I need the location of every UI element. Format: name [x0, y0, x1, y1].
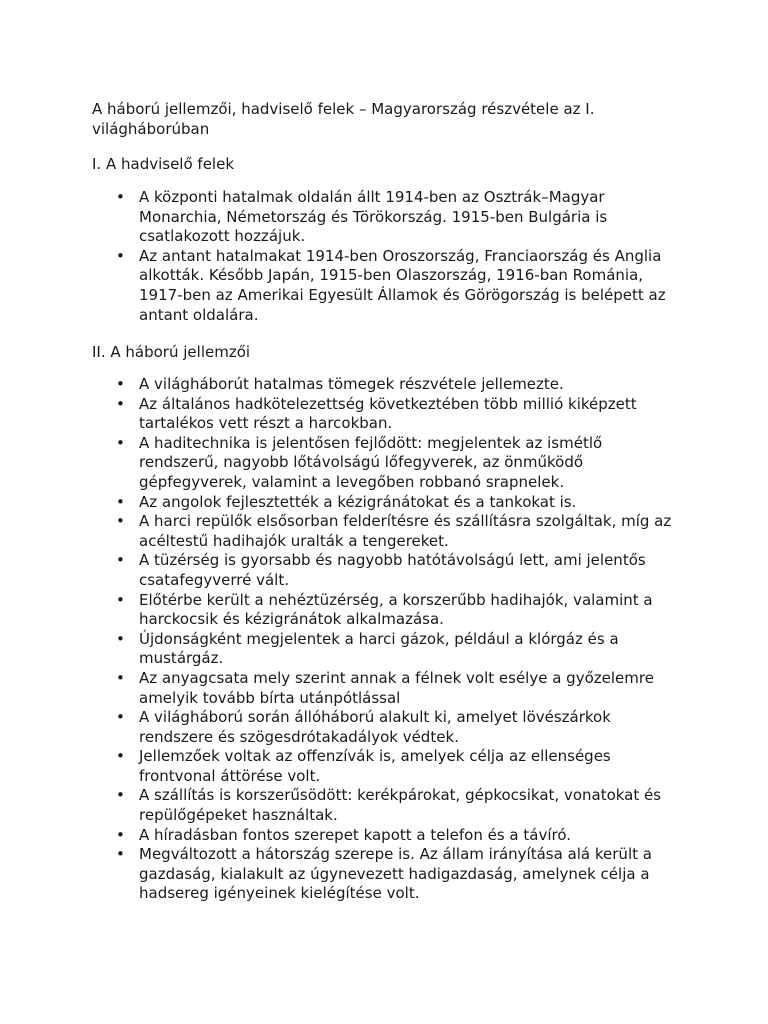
list-item: [0, 434, 679, 493]
bullet-icon: •: [116, 825, 125, 844]
list-item-text: Megváltozott a hátország szerepe is. Az állam irányítása alá került a gazdaság, kialakult az úgynevezett hadigazdaság, amelynek célja a hadsereg igényeinek kielégítése volt.: [139, 845, 652, 903]
list-item-text: A tüzérség is gyorsabb és nagyobb hatótávolságú lett, ami jelentős csatafegyverré vált.: [139, 551, 646, 589]
bullet-icon: •: [116, 375, 125, 393]
list-item-text: Előtérbe került a nehéztüzérség, a korszerűbb hadihajók, valamint a harckocsik és kézigránátok alkalmazása.: [139, 590, 653, 629]
bullet-icon: •: [116, 747, 125, 766]
list-item: [0, 630, 679, 669]
list-item-text: Újdonságként megjelentek a harci gázok, például a klórgáz és a mustárgáz.: [139, 629, 619, 668]
section-heading-characteristics: II. A háború jellemzői: [92, 343, 251, 361]
characteristics-list: [0, 375, 768, 904]
list-item-text: Az általános hadkötelezettség következtében több millió kiképzett tartalékos vett részt a harcokban.: [139, 394, 637, 433]
list-item-text: Az antant hatalmakat 1914-ben Oroszország, Franciaország és Anglia alkották. Később Japán, 1915-ben Olaszország, 1916-ban Románia, 1917-ben az Amerikai Egyesült Államok és Görögország is belépett az antant oldalára.: [139, 246, 666, 324]
list-item-text: A világháború során állóháború alakult ki, amelyet lövészárkok rendszere és szögesdrótakadályok védtek.: [139, 708, 611, 746]
bullet-icon: •: [116, 708, 125, 727]
list-item-text: Jellemzőek voltak az offenzívák is, amelyek célja az ellenséges frontvonal áttörése volt.: [139, 747, 611, 785]
bullet-icon: •: [116, 590, 125, 609]
list-item: [0, 845, 679, 904]
bullet-icon: •: [116, 629, 125, 648]
bullet-icon: •: [116, 433, 125, 452]
bullet-icon: •: [116, 512, 125, 531]
bullet-icon: •: [116, 492, 125, 511]
list-item: [0, 512, 679, 551]
list-item-text: A szállítás is korszerűsödött: kerékpárokat, gépkocsikat, vonatokat és repülőgépeket használtak.: [139, 786, 662, 825]
list-item-text: A híradásban fontos szerepet kapott a telefon és a távíró.: [139, 825, 572, 844]
list-item: [0, 493, 679, 513]
document-title: A háború jellemzői, hadviselő felek – Magyarország részvétele az I. világháborúban: [92, 100, 595, 138]
list-item-text: A haditechnika is jelentősen fejlődött: megjelentek az ismétlő rendszerű, nagyobb lőtávolságú lőfegyverek, az önműködő gépfegyverek, valamint a levegőben robbanó srapnelek.: [139, 433, 603, 491]
list-item: [0, 551, 679, 590]
list-item-text: A világháborút hatalmas tömegek részvétele jellemezte.: [139, 375, 564, 393]
list-item-text: A központi hatalmak oldalán állt 1914-ben az Osztrák–Magyar Monarchia, Németország és Törökország. 1915-ben Bulgária is csatlakozott hozzájuk.: [139, 188, 608, 246]
bullet-icon: •: [116, 786, 125, 805]
bullet-icon: •: [116, 394, 125, 413]
list-item-text: Az angolok fejlesztették a kézigránátokat és a tankokat is.: [139, 492, 577, 511]
list-item: [0, 188, 679, 247]
list-item-text: A harci repülők elsősorban felderítésre és szállításra szolgáltak, míg az acéltestű hadihajók uralták a tengereket.: [139, 512, 672, 550]
list-item: [0, 786, 679, 825]
list-item: [0, 591, 679, 630]
list-item-text: Az anyagcsata mely szerint annak a félnek volt esélye a győzelemre amelyik tovább bírta utánpótlással: [139, 668, 654, 707]
bullet-icon: •: [116, 246, 125, 265]
list-item: [0, 247, 679, 325]
list-item: [0, 375, 679, 395]
bullet-icon: •: [116, 845, 125, 864]
list-item: [0, 669, 679, 708]
list-item: [0, 708, 679, 747]
list-item: [0, 747, 679, 786]
bullet-icon: •: [116, 188, 125, 206]
section-heading-belligerents: I. A hadviselő felek: [92, 155, 235, 173]
bullet-icon: •: [116, 668, 125, 687]
list-item: [0, 826, 679, 846]
list-item: [0, 395, 679, 434]
bullet-icon: •: [116, 551, 125, 570]
belligerents-list: [0, 188, 768, 325]
